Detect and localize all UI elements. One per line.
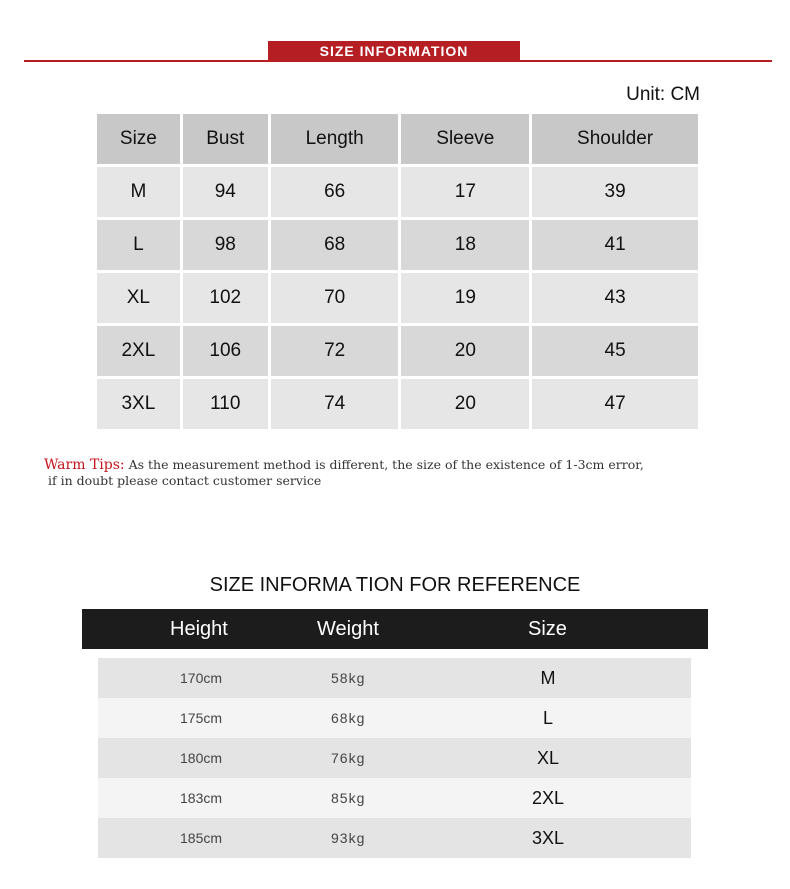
warm-tips-label: Warm Tips: <box>44 457 125 473</box>
section-banner: SIZE INFORMATION <box>268 41 520 61</box>
table-row <box>97 167 698 217</box>
reference-height: 175cm <box>180 710 223 726</box>
reference-weight: 68kg <box>331 710 366 726</box>
table-cell: 2XL <box>97 326 180 376</box>
table-cell: 102 <box>183 273 268 323</box>
reference-height: 180cm <box>180 750 223 766</box>
table-cell: 110 <box>183 379 268 429</box>
table-cell: XL <box>97 273 180 323</box>
table-cell: 70 <box>271 273 399 323</box>
header-cell: Sleeve <box>401 114 529 164</box>
reference-header-size: Size <box>528 618 567 640</box>
unit-label: Unit: CM <box>626 84 700 105</box>
table-cell: 106 <box>183 326 268 376</box>
reference-height: 183cm <box>180 790 223 806</box>
reference-row <box>98 658 691 698</box>
reference-title: SIZE INFORMA TION FOR REFERENCE <box>209 574 581 596</box>
reference-size: L <box>542 708 553 728</box>
table-row <box>97 273 698 323</box>
reference-height: 170cm <box>180 670 223 686</box>
table-cell: 18 <box>401 220 529 270</box>
reference-row <box>98 698 691 738</box>
table-cell: 98 <box>183 220 268 270</box>
size-table-header-row <box>97 114 698 164</box>
table-row <box>97 379 698 429</box>
table-row <box>97 326 698 376</box>
table-cell: M <box>97 167 180 217</box>
reference-height: 185cm <box>180 830 223 846</box>
table-cell: 74 <box>271 379 399 429</box>
warm-tips-line1: As the measurement method is different, the size of the existence of 1-3cm error, <box>124 457 644 472</box>
table-cell: 72 <box>271 326 399 376</box>
table-cell: 45 <box>532 326 698 376</box>
table-cell: 17 <box>401 167 529 217</box>
reference-weight: 93kg <box>331 830 366 846</box>
table-cell: 3XL <box>97 379 180 429</box>
reference-row <box>98 818 691 858</box>
warm-tips <box>44 457 644 489</box>
table-cell: 20 <box>401 379 529 429</box>
table-cell: 47 <box>532 379 698 429</box>
reference-header-weight: Weight <box>317 618 379 640</box>
table-cell: 66 <box>271 167 399 217</box>
header-cell: Bust <box>183 114 268 164</box>
reference-header <box>82 609 708 649</box>
reference-row <box>98 738 691 778</box>
table-cell: 68 <box>271 220 399 270</box>
table-cell: 41 <box>532 220 698 270</box>
reference-header-height: Height <box>170 618 228 640</box>
warm-tips-line2: if in doubt please contact customer service <box>47 473 322 488</box>
reference-weight: 76kg <box>331 750 366 766</box>
reference-size: M <box>540 668 556 688</box>
table-cell: L <box>97 220 180 270</box>
table-cell: 20 <box>401 326 529 376</box>
table-cell: 39 <box>532 167 698 217</box>
reference-size: 2XL <box>531 788 565 808</box>
table-cell: 19 <box>401 273 529 323</box>
reference-size: 3XL <box>531 828 565 848</box>
header-cell: Length <box>271 114 399 164</box>
table-cell: 94 <box>183 167 268 217</box>
reference-weight: 58kg <box>331 670 366 686</box>
header-cell: Size <box>97 114 180 164</box>
header-cell: Shoulder <box>532 114 698 164</box>
size-table <box>94 111 701 432</box>
reference-row <box>98 778 691 818</box>
reference-size: XL <box>536 748 560 768</box>
table-row <box>97 220 698 270</box>
reference-weight: 85kg <box>331 790 366 806</box>
table-cell: 43 <box>532 273 698 323</box>
